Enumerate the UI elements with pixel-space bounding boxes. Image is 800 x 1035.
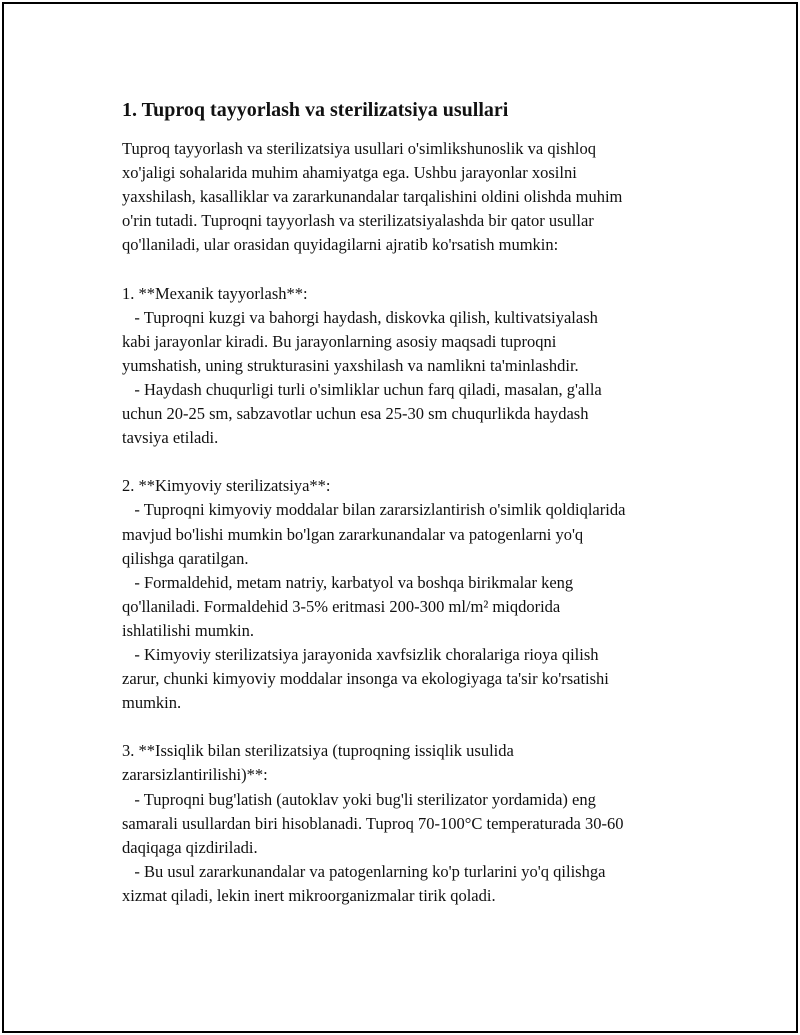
text-line: - Tuproqni bug'latish (autoklav yoki bug'li sterilizator yordamida) eng xyxy=(122,789,596,809)
intro-paragraph xyxy=(122,137,687,257)
section-heading: 1. **Mexanik tayyorlash**: xyxy=(122,283,308,303)
text-line: uchun 20-25 sm, sabzavotlar uchun esa 25-30 sm chuqurlikda haydash xyxy=(122,404,589,424)
paragraph-gap xyxy=(122,715,687,739)
text-line: daqiqaga qizdiriladi. xyxy=(122,837,258,857)
text-line: qo'llaniladi. Formaldehid 3-5% eritmasi 200-300 ml/m² miqdorida xyxy=(122,596,561,616)
text-line: - Formaldehid, metam natriy, karbatyol va boshqa birikmalar keng xyxy=(122,572,574,592)
paragraph-gap xyxy=(122,450,687,474)
text-line: kabi jarayonlar kiradi. Bu jarayonlarning asosiy maqsadi tuproqni xyxy=(122,331,557,351)
page-frame xyxy=(2,2,798,1033)
section-chemical xyxy=(122,474,687,715)
text-line: samarali usullardan biri hisoblanadi. Tuproq 70-100°C temperaturada 30-60 xyxy=(122,813,624,833)
text-line: yaxshilash, kasalliklar va zararkunandalar tarqalishini oldini olishda muhim xyxy=(122,187,623,207)
text-line: qo'llaniladi, ular orasidan quyidagilarni ajratib ko'rsatish mumkin: xyxy=(122,235,559,255)
text-line: mavjud bo'lishi mumkin bo'lgan zararkunandalar va patogenlarni yo'q xyxy=(122,524,584,544)
text-line: xizmat qiladi, lekin inert mikroorganizmalar tirik qoladi. xyxy=(122,885,496,905)
section-heading: 3. **Issiqlik bilan sterilizatsiya (tuproqning issiqlik usulida xyxy=(122,741,514,761)
document-body xyxy=(122,98,687,908)
text-line: tavsiya etiladi. xyxy=(122,428,219,448)
text-line: ishlatilishi mumkin. xyxy=(122,620,255,640)
section-heading: 2. **Kimyoviy sterilizatsiya**: xyxy=(122,476,331,496)
text-line: - Kimyoviy sterilizatsiya jarayonida xavfsizlik choralariga rioya qilish xyxy=(122,644,599,664)
text-line: Tuproq tayyorlash va sterilizatsiya usullari o'simlikshunoslik va qishloq xyxy=(122,139,596,158)
page-title: 1. Tuproq tayyorlash va sterilizatsiya usullari xyxy=(122,99,509,121)
section-thermal xyxy=(122,739,687,908)
text-line: - Tuproqni kimyoviy moddalar bilan zararsizlantirish o'simlik qoldiqlarida xyxy=(122,500,626,520)
text-line: - Tuproqni kuzgi va bahorgi haydash, diskovka qilish, kultivatsiyalash xyxy=(122,307,598,327)
text-line: - Haydash chuqurligi turli o'simliklar uchun farq qiladi, masalan, g'alla xyxy=(122,379,602,399)
text-line: mumkin. xyxy=(122,693,182,713)
text-line: xo'jaligi sohalarida muhim ahamiyatga ega. Ushbu jarayonlar xosilni xyxy=(122,163,577,183)
text-line: qilishga qaratilgan. xyxy=(122,548,249,568)
text-line: zarur, chunki kimyoviy moddalar insonga va ekologiyaga ta'sir ko'rsatishi xyxy=(122,669,609,689)
text-line: - Bu usul zararkunandalar va patogenlarning ko'p turlarini yo'q qilishga xyxy=(122,861,606,881)
section-heading: zararsizlantirilishi)**: xyxy=(122,765,268,785)
section-mechanical xyxy=(122,282,687,451)
text-line: yumshatish, uning strukturasini yaxshilash va namlikni ta'minlashdir. xyxy=(122,355,579,375)
text-line: o'rin tutadi. Tuproqni tayyorlash va sterilizatsiyalashda bir qator usullar xyxy=(122,211,594,231)
paragraph-gap xyxy=(122,257,687,281)
